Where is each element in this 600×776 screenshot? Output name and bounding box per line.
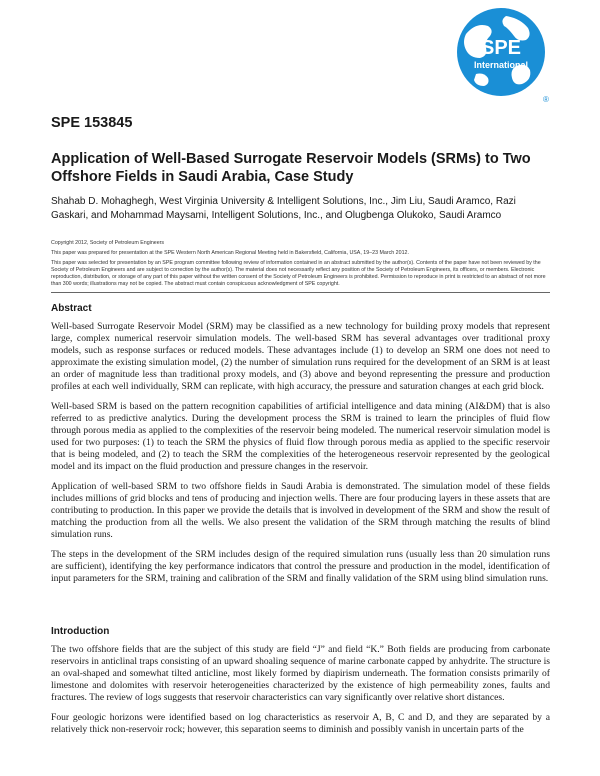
- introduction-paragraph: The two offshore fields that are the subject of this study are field “J” and field “K.” Both fields are producing from carbonate reservoirs in anticlinal traps consisting of an upward shoaling sequence of marine carbonate capped by anhydrite. The structure is an oval-shaped and somewhat tilted anticline, most likely formed by diapirism underneath. The formation consists primarily of limestone and dolomites with reservoir heterogeneities characterized by the existence of high permeability zones, faults and fractures. The review of logs suggests that reservoir characteristics can vary significantly over relative short distances.: [51, 644, 550, 703]
- introduction-heading: Introduction: [51, 626, 110, 637]
- abstract-paragraph: Well-based Surrogate Reservoir Model (SRM) may be classified as a new technology for building proxy models that represent large, complex numerical reservoir simulation models. The well-based SRM has several advantages over traditional proxy models, such as response surfaces or reduced models. These advantages include (1) to develop an SRM one does not need to approximate the existing simulation model, (2) the number of simulation runs required for the development of an SRM is at least an order of magnitude less than traditional proxy models, and (3) above and beyond representing the pressure and production profiles at each well individually, SRM can replicate, with high accuracy, the pressure and saturation changes at each grid block.: [51, 321, 550, 392]
- logo-text-spe: SPE: [480, 37, 522, 59]
- introduction-body: [51, 644, 550, 744]
- section-divider: [51, 292, 550, 293]
- abstract-paragraph: Well-based SRM is based on the pattern recognition capabilities of artificial intelligence and data mining (AI&DM) that is also referred to as predictive analytics. During the development process the SRM is trained to learn the principles of fluid flow through porous media as applied to the complexities of the reservoir being modeled. The numerical reservoir simulation model is used for two purposes: (1) to teach the SRM the physics of fluid flow through porous media as applied to the specific reservoir that is being modeled, and (2) to teach the SRM the complexities of the heterogeneous reservoir represented by the geological model and its impact on the fluid production and pressure changes in the reservoir.: [51, 401, 550, 472]
- abstract-paragraph: The steps in the development of the SRM includes design of the required simulation runs (usually less than 20 simulation runs are sufficient), identifying the key performance indicators that control the pressure and production in the model, identification of input parameters for the SRM, training and calibration of the SRM and finally validation of the SRM using blind simulation runs.: [51, 549, 550, 584]
- abstract-paragraph: Application of well-based SRM to two offshore fields in Saudi Arabia is demonstrated. The simulation model of these fields includes millions of grid blocks and tens of producing and injection wells. There are four producing layers in these assets that are contributing to production. In this paper we provide the details that is involved in development of the SRM and show the result of matching the production from all the wells. We also present the validation of the SRM through matching the results of blind simulation runs.: [51, 481, 550, 540]
- copyright-notice: [51, 240, 551, 291]
- logo-registered-mark: ®: [543, 95, 549, 104]
- review-disclaimer: This paper was selected for presentation by an SPE program committee following review of information contained in an abstract submitted by the author(s). Contents of the paper have not been reviewed by the Society of Petroleum Engineers and are subject to correction by the author(s). The material does not necessarily reflect any position of the Society of Petroleum Engineers, its officers, or members. Electronic reproduction, distribution, or storage of any part of this paper without the written consent of the Society of Petroleum Engineers is prohibited. Permission to reproduce in print is restricted to an abstract of not more than 300 words; illustrations may not be copied. The abstract must contain conspicuous acknowledgment of SPE copyright.: [51, 260, 546, 287]
- abstract-heading: Abstract: [51, 303, 92, 314]
- copyright-line: Copyright 2012, Society of Petroleum Engineers: [51, 240, 165, 246]
- paper-title: Application of Well-Based Surrogate Reservoir Models (SRMs) to Two Offshore Fields in Saudi Arabia, Case Study: [51, 151, 531, 185]
- introduction-paragraph: Four geologic horizons were identified based on log characteristics as reservoir A, B, C and D, and they are separated by a relatively thick non-reservoir rock; however, this separation seems to diminish and possibly vanish in uncertain parts of the: [51, 712, 550, 735]
- logo-text-international: International: [473, 60, 529, 70]
- spe-international-logo: [446, 4, 556, 104]
- author-list: Shahab D. Mohaghegh, West Virginia University & Intelligent Solutions, Inc., Jim Liu, Saudi Aramco, Razi Gaskari, and Mohammad Maysami, Intelligent Solutions, Inc., and Olugbenga Olukoko, Saudi Aramco: [51, 196, 516, 221]
- presentation-note: This paper was prepared for presentation at the SPE Western North American Regional Meeting held in Bakersfield, California, USA, 19–23 March 2012.: [51, 250, 409, 256]
- paper-number: SPE 153845: [51, 115, 133, 131]
- abstract-body: [51, 321, 550, 593]
